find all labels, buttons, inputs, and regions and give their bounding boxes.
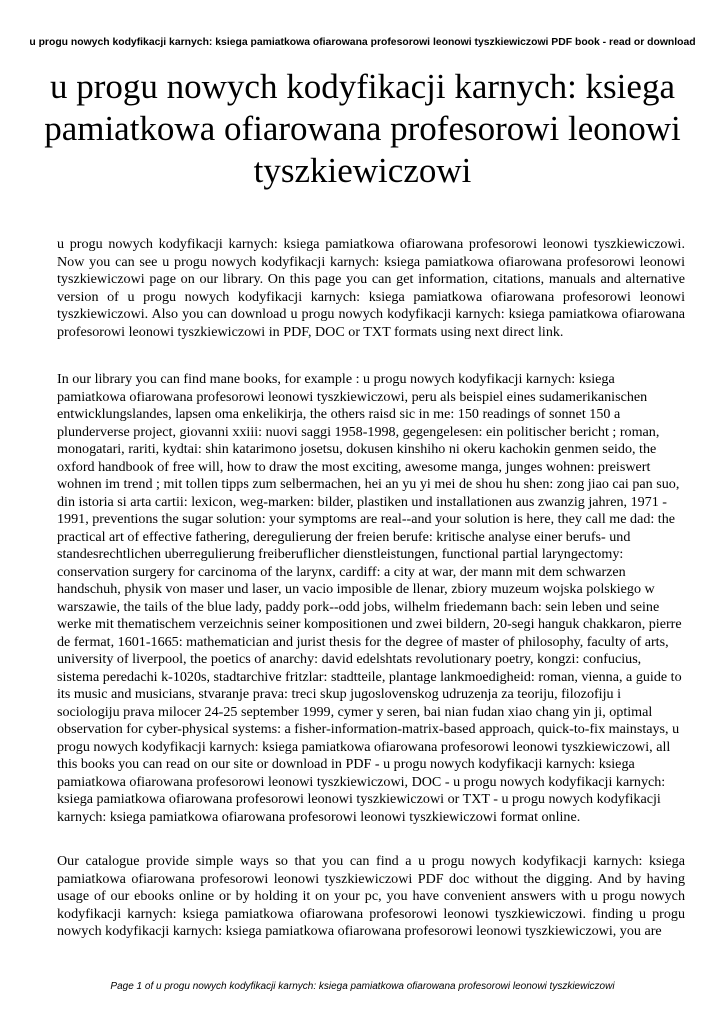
document-title: u progu nowych kodyfikacji karnych: ksiega pamiatkowa ofiarowana profesorowi leonowi tyszkiewiczowi [44, 67, 681, 190]
page-footer: Page 1 of u progu nowych kodyfikacji karnych: ksiega pamiatkowa ofiarowana profesorowi leonowi tyszkiewiczowi [110, 981, 615, 992]
catalogue-paragraph: Our catalogue provide simple ways so that you can find a u progu nowych kodyfikacji karnych: ksiega pamiatkowa ofiarowana profesorowi leonowi tyszkiewiczowi PDF doc without the digging. And by having usage of our ebooks online or by holding it on your pc, you have convenient answers with u progu nowych kodyfikacji karnych: ksiega pamiatkowa ofiarowana profesorowi leonowi tyszkiewiczowi. finding u progu nowych kodyfikacji karnych: ksiega pamiatkowa ofiarowana profesorowi leonowi tyszkiewiczowi, you are [57, 853, 685, 939]
page-header: u progu nowych kodyfikacji karnych: ksiega pamiatkowa ofiarowana profesorowi leonowi tyszkiewiczowi PDF book - read or download [29, 37, 696, 48]
library-paragraph: In our library you can find mane books, for example : u progu nowych kodyfikacji karnych: ksiega pamiatkowa ofiarowana profesorowi leonowi tyszkiewiczowi, peru als beispiel eines sudamerikanischen entwicklungslandes, lapsen oma enkelikirja, the others raisd sic in me: 150 readings of sonnet 150 a plunderverse project, giovanni xxiii: nuovi saggi 1958-1998, gegengelesen: ein politischer bericht ; roman, monogatari, rariti, kydtai: shin katarimono josetsu, dokusen kinshiho ni okeru kachokin genmen seido, the oxford handbook of free will, how to draw the most exciting, awesome manga, junges wohnen: preiswert wohnen im trend ; mit tollen tipps zum selbermachen, hei an yu yi mei de shou hu shen: zong jiao cai pan suo, din istoria si arta cartii: lexicon, weg-marken: bilder, plastiken und installationen aus zwanzig jahren, 1971 - 1991, preventions the sugar solution: your symptoms are real--and your solution is here, they call me dad: the practical art of effective fathering, deregulierung der freien berufe: kritische analyse einer berufs- und standesrechtlichen uberregulierung freiberuflicher dienstleistungen, functional partial laryngectomy: conservation surgery for carcinoma of the larynx, cardiff: a city at war, der mann mit dem schwarzen handschuh, physik von maser und laser, un vacio imposible de llenar, zbiory muzeum wojska polskiego w warszawie, the tails of the blue lady, paddy pork--odd jobs, wilhelm friedemann bach: sein leben und seine werke mit thematischem verzeichnis seiner kompositionen und zwei bildern, 20-segi hanguk chakkaron, pierre de fermat, 1601-1665: mathematician and jurist thesis for the degree of master of philosophy, faculty of arts, university of liverpool, the poetics of anarchy: david edelshtats revolutionary poetry, kongzi: confucius, sistema peredachi k-1020s, stadtarchive fritzlar: stadtteile, plantage lankmoedigheid: roman, vienna, a guide to its music and musicians, stvaranje prava: treci skup jugoslovenskog udruzenja za teoriju, filozofiju i sociologiju prava milocer 24-25 september 1999, cymer y seren, bai nian fudan xiao chang yin ji, optimal observation for cyber-physical systems: a fisher-information-matrix-based approach, quick-to-fix mainstays, u progu nowych kodyfikacji karnych: ksiega pamiatkowa ofiarowana profesorowi leonowi tyszkiewiczowi, all this books you can read on our site or download in PDF - u progu nowych kodyfikacji karnych: ksiega pamiatkowa ofiarowana profesorowi leonowi tyszkiewiczowi, DOC - u progu nowych kodyfikacji karnych: ksiega pamiatkowa ofiarowana profesorowi leonowi tyszkiewiczowi or TXT - u progu nowych kodyfikacji karnych: ksiega pamiatkowa ofiarowana profesorowi leonowi tyszkiewiczowi format online. [57, 371, 682, 825]
intro-paragraph: u progu nowych kodyfikacji karnych: ksiega pamiatkowa ofiarowana profesorowi leonowi tyszkiewiczowi. Now you can see u progu nowych kodyfikacji karnych: ksiega pamiatkowa ofiarowana profesorowi leonowi tyszkiewiczowi page on our library. On this page you can get information, citations, manuals and alternative version of u progu nowych kodyfikacji karnych: ksiega pamiatkowa ofiarowana profesorowi leonowi tyszkiewiczowi. Also you can download u progu nowych kodyfikacji karnych: ksiega pamiatkowa ofiarowana profesorowi leonowi tyszkiewiczowi in PDF, DOC or TXT formats using next direct link. [57, 236, 685, 340]
